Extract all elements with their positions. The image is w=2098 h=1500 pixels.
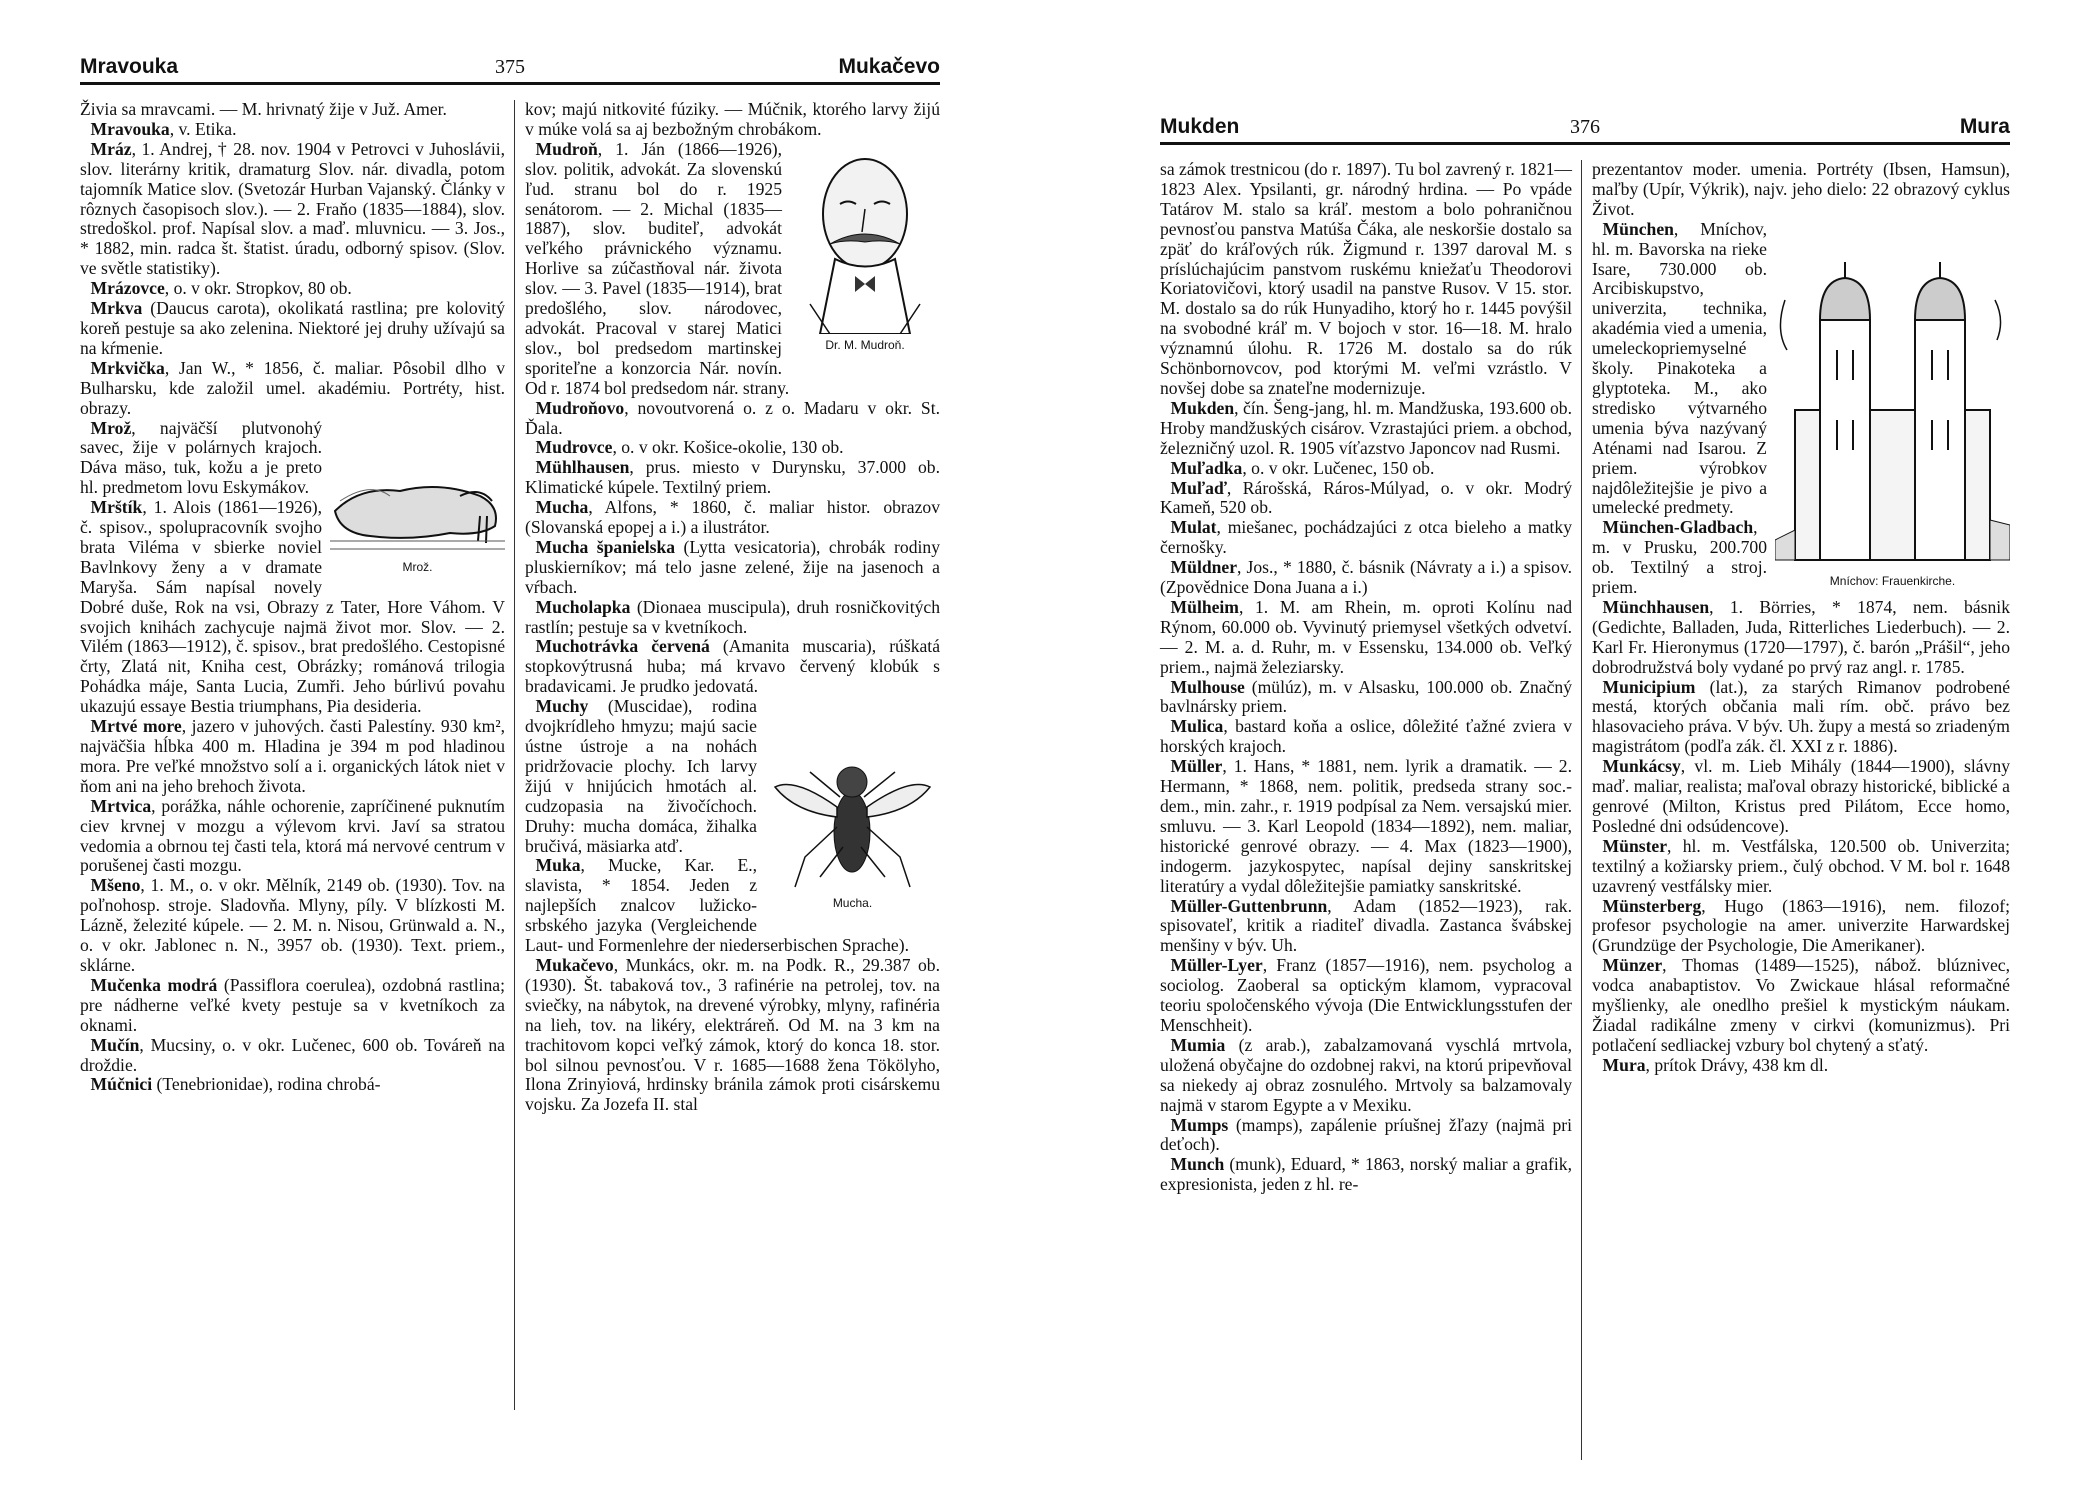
entry-headword: Mulica <box>1170 716 1224 737</box>
entry: Mučenka modrá (Passiflora coerulea), ozdobná rastlina; pre nádherne veľké kvety pestuje sa v kvetníkoch za oknami. <box>80 974 505 1035</box>
entry-headword: Mukden <box>1170 397 1235 418</box>
entry: Mrštík, 1. Alois (1861—1926), č. spisov., spolupracovník svojho brata Viléma v sbierke noviel Bavlnkovy ženy a v dramate Maryša. Sám napísal novely Dobré duše, Rok na vsi, Obrazy z Tater, Hore Váhom. V svojich knihách zachycuje najmä život mor. Slov. — 2. Vilém (1863—1912), č. spisov., brat predošlého. Cestopisné črty, Zlatá nit, Kniha cest, Obrázky; románová trilogia Pohádka máje, Santa Lucia, Zumři. Jeho búrlivú povahu ukazujú essaye Bestia triumphans, Pia desideria. <box>80 497 505 717</box>
entry-headword: Mšeno <box>90 875 141 896</box>
entry-headword: Mucha španielska <box>535 536 676 557</box>
entry-headword: Muchy <box>535 696 589 717</box>
entry: Müller, 1. Hans, * 1881, nem. lyrik a dramatik. — 2. Hermann, * 1868, nem. politik, predseda strany soc.-dem., min. zahr., r. 1919 podpísal za Nem. versajskú mier. smluvu. — 3. Karl Leopold (1834—1892), nem. maliar, historické genrové obrazy. — 4. Max (1823—1900), indogerm. jazykospytec, napísal dejiny sanskritskej literatúry a vydal dôležitejšie pamiatky sanskritské. <box>1160 756 1572 896</box>
header-right-word: Mukačevo <box>838 55 940 78</box>
entry: Mukden, čín. Šeng-jang, hl. m. Mandžuska, 193.600 ob. Hroby mandžuských cisárov. Vzrastajúci priem. a obchod, železničný uzol. R. 1905 víťazstvo Japoncov nad Rusmi. <box>1160 397 1572 458</box>
entry-headword: Muchotrávka červená <box>535 636 710 657</box>
entry: München-Gladbach, m. v Prusku, 200.700 ob. Textilný a stroj. priem. <box>1592 517 1767 598</box>
entry: Mura, prítok Drávy, 438 km dl. <box>1602 1054 1829 1075</box>
entry-headword: Münsterberg <box>1602 895 1702 916</box>
entry: Muľaď, Rárošská, Ráros-Múlyad, o. v okr. Modrý Kameň, 520 ob. <box>1160 477 1572 518</box>
entry: Mühlhausen, prus. miesto v Durynsku, 37.000 ob. Klimatické kúpele. Textilný priem. <box>525 457 940 498</box>
entry-headword: Mülheim <box>1170 596 1239 617</box>
entry: Mucha španielska (Lytta vesicatoria), chrobák rodiny pluskierníkov; má telo jasne zelené, žije na jasenoch a vŕbach. <box>525 536 940 597</box>
entry-headword: Munch <box>1170 1154 1225 1175</box>
entry-headword: Mučín <box>90 1034 140 1055</box>
entry-headword: Mulhouse <box>1170 676 1245 697</box>
entry-headword: Mumps <box>1170 1114 1229 1135</box>
entry-headword: Mrázovce <box>90 278 165 299</box>
entry: Mulhouse (mülúz), m. v Alsasku, 100.000 ob. Značný bavlnársky priem. <box>1160 676 1572 717</box>
header-left-word: Mukden <box>1160 115 1240 138</box>
right-page-header <box>1160 112 2010 145</box>
entry-headword: Münzer <box>1602 955 1663 976</box>
entry: Münchhausen, 1. Börries, * 1874, nem. básnik (Gedichte, Balladen, Juda, Ritterliches Liederbuch). — 2. Karl Fr. Hieronymus (1720—1797), č. barón „Prášil“, jeho dobrodružstvá boly vydané po prvý raz angl. r. 1785. <box>1592 596 2010 677</box>
entry-headword: Mrož <box>90 417 132 438</box>
entry: Munkácsy, vl. m. Lieb Mihály (1844—1900), slávny maď. maliar, realista; maľoval obrazy historické, biblické a genrové (Milton, Kristus pred Pilátom, Ecce homo, Posledné dni odsúdencove). <box>1592 756 2010 836</box>
entry-headword: Mravouka <box>90 118 170 139</box>
entry: Münster, hl. m. Vestfálska, 120.500 ob. Univerzita; textilný a kožiarsky priem., čulý obchod. V M. bol r. 1648 uzavrený vestfálsky mier. <box>1592 835 2010 896</box>
entry-headword: Müller-Lyer <box>1170 955 1263 976</box>
walrus-caption: Mrož. <box>402 559 433 574</box>
entry-headword: Múčnici <box>90 1074 153 1095</box>
entry: Mrázovce, o. v okr. Stropkov, 80 ob. <box>90 278 352 299</box>
entry: Münzer, Thomas (1489—1525), nábož. blúznivec, vodca anabaptistov. Vo Zwickaue hlásal reformačné myšlienky, ale onedlho prešiel k mystickým náukam. Žiadal radikálne zmeny v cirkvi (komunizmus). Pri potlačení sedliackej vzbury bol chytený a sťatý. <box>1592 955 2010 1055</box>
entry-headword: Müldner <box>1170 557 1238 578</box>
entry: Municipium (lat.), za starých Rimanov podrobené mestá, ktorých občania mali rím. obč. právo bez hlasovacieho práva. V býv. Uh. župy a mestá so zriadeným magistrátom (podľa zák. čl. XXI z r. 1886). <box>1592 676 2010 757</box>
portrait-figure <box>790 144 940 356</box>
left-column-1 <box>80 100 505 1095</box>
entry: Mumia (z arab.), zabalzamovaná vyschlá mrtvola, uložená obyčajne do ozdobnej rakvi, na ktorú pripevňoval sa niekedy aj obraz zosnulého. Mrtvoly sa balzamovaly najmä v starom Egypte a v Mexiku. <box>1160 1034 1572 1115</box>
entry-headword: Mučenka modrá <box>90 974 218 995</box>
walrus-illustration <box>330 441 505 556</box>
entry: Mucholapka (Dionaea muscipula), druh rosničkovitých rastlín; pestuje sa v kvetníkoch. <box>525 596 940 637</box>
entry-headword: Mumia <box>1170 1034 1226 1055</box>
entry: Mrkva (Daucus carota), okolikatá rastlina; pre kolovitý koreň pestuje sa ako zelenina. Niektoré jej druhy užívajú sa na kŕmenie. <box>80 298 505 358</box>
column-divider <box>514 100 515 1410</box>
church-illustration <box>1775 240 2010 570</box>
entry-headword: München-Gladbach <box>1602 517 1754 538</box>
entry: Mumps (mamps), zapálenie príušnej žľazy (najmä pri deťoch). <box>1160 1114 1572 1155</box>
entry: Mráz, 1. Andrej, † 28. nov. 1904 v Petrovci v Juhoslávii, slov. literárny kritik, dramaturg Slov. nár. divadla, potom tajomník Matice slov. (Svetozár Hurban Vajanský. Články v rôznych časopisoch slov.). — 2. Fraňo (1835—1884), slov. stredoškol. prof. Napísal slov. a maď. mluvnicu. — 3. Jos., * 1882, min. radca št. štatist. úradu, odborný spisov. (Slov. ve světle statistiky). <box>80 138 505 279</box>
entry: Münsterberg, Hugo (1863—1916), nem. filozof; profesor psychologie na amer. univerzite Harwardskej (Grundzüge der Psychologie, Die Amerikaner). <box>1592 895 2010 956</box>
entry-headword: München <box>1602 218 1674 239</box>
entry: Mudroň, 1. Ján (1866—1926), slov. politik, advokát. Za slovenskú ľud. stranu bol do r. 1925 senátorom. — 2. Michal (1835—1887), slov. buditeľ, advokát veľkého právnického významu. Horlive sa zúčastňoval nár. života slov. — 3. Pavel (1835—1914), brat predošlého, slov. národovec, advokát. Pracoval v starej Matici slov., bol predsedom martinskej sporiteľne a konzorcia Nár. novín. Od r. 1874 bol predsedom nár. strany. <box>525 138 790 398</box>
entry: Mudroňovo, novoutvorená o. z o. Madaru v okr. St. Ďala. <box>525 397 940 438</box>
entry-headword: Muľadka <box>1170 457 1243 478</box>
entry: prezentantov moder. umenia. Portréty (Ibsen, Hamsun), maľby (Upír, Výkrik), najv. jeho dielo: 22 obrazový cyklus Život. <box>1592 159 2010 219</box>
header-left-word: Mravouka <box>80 55 179 78</box>
column-divider <box>1581 160 1582 1460</box>
entry-headword: Munkácsy <box>1602 756 1681 777</box>
church-caption: Mníchov: Frauenkirche. <box>1829 573 1956 588</box>
entry-headword: Mudroň <box>535 138 598 159</box>
entry: kov; majú nitkovité fúziky. — Múčnik, ktorého larvy žijú v múke volá sa aj bezbožným chrobákom. <box>525 99 940 139</box>
left-page-header <box>80 52 940 85</box>
entry: Mrtvé more, jazero v juhových. časti Palestíny. 930 km², najväčšia hĺbka 400 m. Hladina je 394 m pod hladinou mora. Pre veľké množstvo solí a i. organických látok niet v ňom ani na jeho brehoch života. <box>80 716 506 796</box>
entry: Müller-Lyer, Franz (1857—1916), nem. psycholog a sociolog. Zaoberal sa optickým klamom, vypracoval teoriu spoločenského vývoja (Die Entwicklungsstufen der Menschheit). <box>1160 955 1572 1035</box>
entry-headword: Mrtvé more <box>90 716 182 737</box>
right-column-1 <box>1160 160 1572 1195</box>
portrait-caption: Dr. M. Mudroň. <box>825 337 905 352</box>
entry: Muľadka, o. v okr. Lučenec, 150 ob. <box>1170 457 1435 478</box>
portrait-illustration <box>790 144 940 334</box>
entry-headword: Müller-Guttenbrunn <box>1170 895 1328 916</box>
entry: Munch (munk), Eduard, * 1863, norský maliar a grafik, expresionista, jeden z hl. re- <box>1160 1154 1572 1195</box>
entry: Muka, Mucke, Kar. E., slavista, * 1854. Jeden z najlepších znalcov lužicko-srbského jazyka (Vergleichende Laut- und Formenlehre der niederserbischen Sprache). <box>525 855 909 956</box>
entry-headword: Münster <box>1602 835 1668 856</box>
entry-headword: Mucholapka <box>535 596 631 617</box>
entry: Müller-Guttenbrunn, Adam (1852—1923), rak. spisovateľ, kritik a riaditeľ divadla. Zastanca švábskej menšiny v býv. Uh. <box>1160 895 1572 956</box>
entry: Mülheim, 1. M. am Rhein, m. oproti Kolínu nad Rýnom, 60.000 ob. Vyvinutý priemysel všetkých odvetví. — 2. M. a. d. Ruhr, m. v Essensku, 134.000 ob. Veľký priem., najmä železiarsky. <box>1160 596 1572 677</box>
header-right-word: Mura <box>1959 115 2010 138</box>
entry-headword: Mühlhausen <box>535 457 630 478</box>
walrus-figure <box>330 441 505 578</box>
right-column-2 <box>1592 160 2010 1076</box>
entry-headword: Mrtvica <box>90 795 152 816</box>
entry: Muchotrávka červená (Amanita muscaria), rúškatá stopkovýtrusná huba; má krvavo červený klobúk s bradavicami. Je prudko jedovatá. <box>525 636 941 697</box>
entry: Mrkvička, Jan W., * 1856, č. maliar. Pôsobil dlho v Bulharsku, kde založil umel. akadémiu. Portréty, hist. obrazy. <box>80 357 505 418</box>
fly-caption: Mucha. <box>832 896 873 911</box>
entry-headword: Mudrovce <box>535 437 613 458</box>
page-number: 375 <box>495 56 525 78</box>
entry-headword: Münchhausen <box>1602 596 1710 617</box>
entry-headword: Muľaď <box>1170 477 1227 498</box>
entry: Müldner, Jos., * 1880, č. básnik (Návraty a i.) a spisov. (Zpovědnice Dona Juana a i.) <box>1160 557 1572 598</box>
left-column-2 <box>525 100 940 1115</box>
entry: Mucha, Alfons, * 1860, č. maliar histor. obrazov (Slovanská epopej a i.) a ilustrátor. <box>525 497 940 538</box>
entry-headword: Mucha <box>535 497 589 518</box>
entry: München, Mníchov, hl. m. Bavorska na rieke Isare, 730.000 ob. Arcibiskupstvo, univerzita, technika, akadémia vied a umenia, umeleckopriemyselné školy. Pinakoteka a glyptoteka. M., ako stredisko výtvarného umenia býva nazývaný Aténami nad Isarou. Z priem. výrobkov najdôležitejšie je pivo a umelecké predmety. <box>1592 218 1767 518</box>
entry: Muchy (Muscidae), rodina dvojkrídleho hmyzu; majú sacie ústne ústroje a na nohách pridržovacie plochy. Ich larvy žijú v hnijúcich hmotách al. cudzopasia na živočíchoch. Druhy: mucha domáca, žihalka bručivá, mäsiarka atď. <box>525 696 757 856</box>
entry-headword: Müller <box>1170 756 1223 777</box>
entry: Mudrovce, o. v okr. Košice-okolie, 130 ob. <box>535 437 844 458</box>
entry: Mulat, miešanec, pochádzajúci z otca bieleho a matky černošky. <box>1160 517 1572 558</box>
entry: Živia sa mravcami. — M. hrivnatý žije v Juž. Amer. <box>80 99 447 119</box>
entry: Mšeno, 1. M., o. v okr. Mělník, 2149 ob. (1930). Tov. na poľnohosp. stroje. Sladovňa. Mlyny, píly. V blízkosti M. Lázně, železité kúpele. — 2. M. n. Nisou, Grünwald a. N., o. v okr. Jablonec n. N., 3957 ob. (1930). Text. priem., sklárne. <box>80 875 505 975</box>
entry-headword: Municipium <box>1602 676 1696 697</box>
entry-headword: Mráz <box>90 138 132 159</box>
entry-headword: Mudroňovo <box>535 397 625 418</box>
entry-headword: Mrkva <box>90 298 143 319</box>
entry: Mrož, najväčší plutvonohý savec, žije v polárnych krajoch. Dáva mäso, tuk, kožu a je preto hl. predmetom lovu Eskymákov. <box>80 417 322 498</box>
church-figure <box>1775 240 2010 592</box>
entry-headword: Muka <box>535 855 581 876</box>
entry-headword: Mrkvička <box>90 357 165 378</box>
fly-illustration <box>765 737 940 892</box>
entry: Mulica, bastard koňa a oslice, dôležité ťažné zviera v horských krajoch. <box>1160 716 1572 757</box>
entry-headword: Mulat <box>1170 517 1217 538</box>
page-number: 376 <box>1570 116 1600 138</box>
entry: Mrtvica, porážka, náhle ochorenie, zapríčinené puknutím ciev krvnej v mozgu a výlevom krvi. Javí sa stratou vedomia a obrnou tej časti tela, ktorá má nervové centrum v porušenej časti mozgu. <box>80 795 505 876</box>
entry: Mučín, Mucsiny, o. v okr. Lučenec, 600 ob. Továreň na droždie. <box>80 1034 505 1075</box>
entry: sa zámok trestnicou (do r. 1897). Tu bol zavrený r. 1821—1823 Alex. Ypsilanti, gr. národný hrdina. — Po vpáde Tatárov M. stalo sa kráľ. mestom a bolo pohraničnou pevnosťou panstva Matúša Čáka, ale neskoršie dostalo sa zpäť do kráľových rúk. Žigmund r. 1397 daroval M. s príslúchajúcim panstvom ruskému kniežaťu Theodorovi Koriatovičovi, ktorý usadil na panstve Rusov. V 15. stor. M. dostalo sa do rúk Hunyadiho, ktorý ho r. 1445 povýšil na svobodné kráľ m. V bojoch v stor. 16—18. M. hralo významnú úlohu. R. 1726 M. dostalo sa do rúk Schönbornovcov, pod ktorými M. veľmi vzrástlo. V novšej dobe sa znateľne modernizuje. <box>1160 159 1572 398</box>
entry: Mukačevo, Munkács, okr. m. na Podk. R., 29.387 ob. (1930). Št. tabaková tov., 3 rafinérie na petrolej, tov. na sviečky, na nábytok, na drevené výrobky, mlyny, rafinéria na lieh, tov. na likéry, elektráreň. Od M. na 3 km na trachitovom kopci veľký zámok, ktorý do konca 18. stor. bol silnou pevnosťou. V r. 1685—1688 žena Tökölyho, Ilona Zrinyiová, hrdinsky bránila zámok proti cisárskemu vojsku. Za Jozefa II. stal <box>525 954 940 1115</box>
fly-figure <box>765 737 940 914</box>
entry: Múčnici (Tenebrionidae), rodina chrobá- <box>90 1074 381 1095</box>
entry: Mravouka, v. Etika. <box>90 118 237 139</box>
entry-headword: Mura <box>1602 1054 1646 1075</box>
entry-headword: Mrštík <box>90 497 143 518</box>
entry-headword: Mukačevo <box>535 954 614 975</box>
